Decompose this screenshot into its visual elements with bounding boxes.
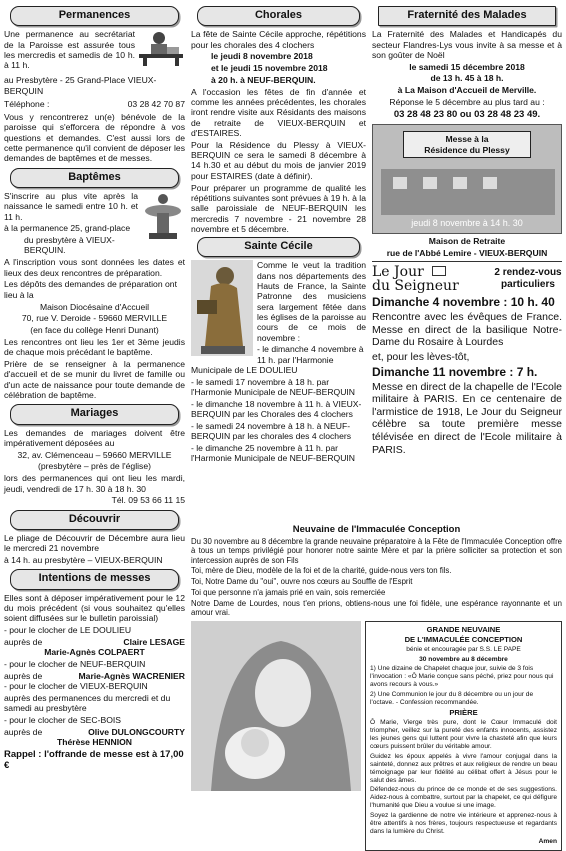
baptemes-text-5: Prière de se renseigner à la permanence d'accueil et de se munir du livret de famille ou d'un acte de naissance pour toute demande de célébration de baptême. bbox=[4, 359, 185, 400]
saint-cecilia-statue-icon bbox=[191, 260, 253, 356]
permanences-address: au Presbytère - 25 Grand-Place VIEUX-BERQUIN bbox=[4, 75, 157, 96]
box-sub-1: bénie et encouragée par S.S. LE PAPE bbox=[406, 646, 521, 654]
jour-text-1: Rencontre avec les évêques de France. Messe en direct de la basilique Notre-Dame du Rosaire à Lourdes bbox=[372, 311, 562, 349]
neuvaine-verse-3: Toi que personne n'a jamais prié en vain, sois remerciée bbox=[191, 588, 386, 598]
fraternite-date-3: à La Maison d'Accueil de Merville. bbox=[397, 85, 537, 96]
intentions-aupres-2: auprès de bbox=[4, 670, 43, 681]
box-title-1: GRANDE NEUVAINE bbox=[426, 624, 501, 634]
box-title-2: DE L'IMMACULÉE CONCEPTION bbox=[404, 635, 523, 645]
intentions-neuf-berquin-row bbox=[4, 671, 185, 681]
baptemes-intro bbox=[4, 191, 185, 256]
virgin-and-child-image bbox=[191, 621, 361, 791]
box-priere-4: Soyez la gardienne de notre vie intérieure et apprenez-nous à être attentifs à nos frères, toujours respectueuse et regardants dans la lumière du Christ. bbox=[370, 811, 557, 836]
box-priere-title: PRIÈRE bbox=[449, 708, 478, 718]
contact-marie-agnes-wacrenier: Marie-Agnès WACRENIER bbox=[78, 670, 185, 681]
decouvrir-heading: Découvrir bbox=[10, 510, 179, 530]
baptemes-text-1: S'inscrire au plus vite après la naissance le samedi entre 10 h. et 11 h. bbox=[4, 190, 138, 222]
fraternite-text-1: La Fraternité des Malades et Handicapés du secteur Flandres-Lys vous invite à sa messe et à son goûter de Noël bbox=[372, 29, 562, 60]
intentions-aupres-1: auprès de bbox=[4, 636, 43, 647]
photo-title-box bbox=[403, 131, 531, 158]
fraternite-phones: 03 28 48 23 80 ou 03 28 48 23 49. bbox=[393, 108, 541, 120]
sainte-cecile-item: - le samedi 17 novembre à 18 h. par l'Harmonie Municipale de NEUF-BERQUIN bbox=[191, 376, 356, 398]
contact-marie-agnes-colpaert: Marie-Agnès COLPAERT bbox=[44, 647, 145, 658]
mariages-phone: Tél. 09 53 66 11 15 bbox=[111, 495, 185, 506]
permanences-text-2: Vous y rencontrerez un(e) bénévole de la paroisse qui s'efforcera de répondre à vos questions et demandes. C'est aussi lors de cette permanence qu'il convient de déposer les demandes de baptêmes et de messes. bbox=[4, 112, 185, 164]
jour-date-2: Dimanche 11 novembre : 7 h. bbox=[372, 364, 538, 379]
intentions-vieux-berquin-detail: auprès des permanences du mercredi et du samedi au presbytère bbox=[4, 692, 171, 714]
sainte-cecile-heading: Sainte Cécile bbox=[197, 237, 360, 257]
box-priere-1: Ô Marie, Vierge très pure, dont le Cœur Immaculé doit triompher, veillez sur la pureté des enfants innocents, assistez les jeunes gens qui luttent pour vivre la chasteté afin que leurs cœurs puissent brûler du véritable amour. bbox=[370, 719, 557, 751]
speech-bubble-icon bbox=[432, 266, 446, 276]
jour-date-1: Dimanche 4 novembre : 10 h. 40 bbox=[372, 295, 555, 310]
neuvaine-verse-4: Notre Dame de Lourdes, nous t'en prions, obtiens-nous une foi fidèle, une espérance rayonnante et un amour vrai. bbox=[191, 598, 562, 618]
baptemes-text-3: Les dépôts des demandes de préparation ont lieu à la bbox=[4, 279, 177, 300]
sainte-cecile-item: - le dimanche 4 novembre à 11 h. par l'Harmonie Municipale de LE DOULIEU bbox=[191, 344, 364, 375]
baptemes-heading: Baptêmes bbox=[10, 168, 179, 188]
permanences-intro bbox=[4, 29, 185, 71]
chorales-date-1: le jeudi 8 novembre 2018 bbox=[211, 51, 313, 62]
permanences-heading: Permanences bbox=[10, 6, 179, 26]
chorales-text-1: La fête de Sainte Cécile approche, répétitions pour les chorales des 4 clochers bbox=[191, 29, 366, 50]
mariages-text-1: Les demandes de mariages doivent être impérativement déposées au bbox=[4, 427, 185, 448]
maison-retraite-title: Maison de Retraite bbox=[428, 236, 506, 247]
intentions-heading: Intentions de messes bbox=[10, 569, 179, 589]
sainte-cecile-item: - le dimanche 25 novembre à 11 h. par l'Harmonie Municipale de NEUF-BERQUIN bbox=[191, 443, 356, 464]
building-window bbox=[453, 177, 467, 189]
left-column bbox=[4, 4, 185, 796]
middle-column bbox=[191, 4, 366, 524]
fraternite-date-1: le samedi 15 décembre 2018 bbox=[409, 61, 525, 72]
chorales-date-2: et le jeudi 15 novembre 2018 bbox=[211, 63, 328, 74]
neuvaine-row bbox=[191, 621, 562, 851]
box-item-2: 2) Une Communion le jour du 8 décembre ou un jour de l'octave. - Confession recommandée. bbox=[370, 690, 534, 706]
logo-line-2: du Seigneur bbox=[372, 278, 459, 295]
phone-number: 03 28 42 70 87 bbox=[127, 98, 185, 109]
jour-text-3: Messe en direct de la chapelle de l'Ecole militaire à PARIS. En ce centenaire de l'armistice de 1918, Le Jour du Seigneur célèbre sa toute première messe télévisée en direct de l'Ecole militaire à PARIS. bbox=[372, 380, 562, 456]
sainte-cecile-item: - le dimanche 18 novembre à 11 h. à VIEUX-BERQUIN par les Chorales des 4 clochers bbox=[191, 398, 362, 420]
intentions-rappel: Rappel : l'offrande de messe est à 17,00 € bbox=[4, 748, 184, 772]
intentions-sec-bois: - pour le clocher de SEC-BOIS bbox=[4, 714, 122, 725]
building-window bbox=[423, 177, 437, 189]
intentions-le-doulieu-row bbox=[4, 637, 185, 647]
chorales-heading: Chorales bbox=[197, 6, 360, 26]
building-window bbox=[393, 177, 407, 189]
intentions-aupres-3: auprès de bbox=[4, 726, 43, 737]
phone-label: Téléphone : bbox=[4, 98, 50, 109]
contact-therese-hennion: Thérèse HENNION bbox=[57, 737, 132, 748]
fraternite-date-2: de 13 h. 45 à 18 h. bbox=[430, 73, 504, 84]
contact-olive-dulongcourty: Olive DULONGCOURTY bbox=[88, 726, 185, 737]
fraternite-heading: Fraternité des Malades bbox=[378, 6, 556, 26]
intentions-neuf-berquin: - pour le clocher de NEUF-BERQUIN bbox=[4, 658, 146, 669]
baptemes-addr-2: 70, rue V. Deroide - 59660 MERVILLE bbox=[21, 313, 168, 324]
photo-title-1: Messe à la bbox=[445, 134, 489, 145]
baptemes-text-4: Les rencontres ont lieu les 1er et 3ème jeudis de chaque mois précédant le baptême. bbox=[4, 336, 185, 358]
neuvaine-section bbox=[191, 524, 562, 845]
chorales-date-3: à 20 h. à NEUF-BERQUIN. bbox=[211, 74, 316, 85]
photo-caption: jeudi 8 novembre à 14 h. 30 bbox=[411, 218, 523, 229]
contact-claire-lesage: Claire LESAGE bbox=[123, 636, 185, 647]
intentions-vieux-berquin: - pour le clocher de VIEUX-BERQUIN bbox=[4, 681, 148, 691]
chorales-text-4: Pour préparer un programme de qualité les répétitions suivantes sont prévues à 19 h. à la salle paroissiale de NEUF-BERQUIN les mercredis 7 novembre - 21 novembre 28 novembre et 5 décembre. bbox=[191, 182, 366, 234]
divider bbox=[372, 261, 562, 262]
baptemes-text-2: A l'inscription vous sont données les dates et lieux des deux rencontres de préparation. bbox=[4, 257, 185, 278]
grande-neuvaine-box bbox=[365, 621, 562, 851]
rendez-vous-badge: 2 rendez-vous particuliers bbox=[494, 267, 562, 291]
logo-line-1: Le Jour bbox=[372, 264, 424, 281]
decouvrir-text-2: à 14 h. au presbytère – VIEUX-BERQUIN bbox=[4, 555, 163, 565]
chorales-text-3: Pour la Résidence du Plessy à VIEUX-BERQUIN ce sera le samedi 8 décembre à 14 h.30 et au début du mois de janvier 2019 pour ESTAIRES (date à définir). bbox=[191, 139, 366, 181]
box-sub-2: 30 novembre au 8 décembre bbox=[419, 655, 508, 663]
baptemes-line-1: à la permanence 25, grand-place bbox=[4, 223, 131, 234]
neuvaine-verse-1: Toi, mère de Dieu, modèle de la foi et de la charité, guide-nous vers ton fils. bbox=[191, 566, 452, 576]
box-priere-2: Guidez les époux appelés à vivre l'amour conjugal dans la sainteté, donnez aux prêtres et aux religieux de rendre un beau témoignage par leur fidélité au célibat offert à Jésus pour le salut des âmes. bbox=[370, 752, 557, 784]
permanences-text-1: Une permanence au secrétariat de la Paroisse est assurée tous les mercredis et samedis de 10 h. à 11 h. bbox=[4, 29, 135, 71]
intentions-text-1: Elles sont à déposer impérativement pour le 12 du mois précédent (si vous souhaitez qu'elles soient diffusées sur le bulletin paroissial) bbox=[4, 592, 185, 624]
jour-seigneur-logo bbox=[372, 265, 459, 293]
mariages-text-2: lors des permanences qui ont lieu les mardi, jeudi, vendredi de 17 h. 30 à 18 h. 30 bbox=[4, 473, 185, 494]
box-amen: Amen bbox=[538, 837, 557, 845]
mariages-addr-1: 32, av. Clémenceau – 59660 MERVILLE bbox=[17, 449, 172, 460]
secretary-desk-icon bbox=[137, 29, 185, 67]
neuvaine-verse-2: Toi, Notre Dame du "oui", ouvre nos cœurs au Souffle de l'Esprit bbox=[191, 577, 413, 587]
fraternite-text-2: Réponse le 5 décembre au plus tard au : bbox=[389, 97, 545, 108]
sainte-cecile-item: - le samedi 24 novembre à 18 h. à NEUF-BERQUIN par les chorales des 4 clochers bbox=[191, 421, 352, 442]
residence-plessy-photo bbox=[372, 124, 562, 234]
photo-title-2: Résidence du Plessy bbox=[424, 144, 510, 155]
maison-retraite-address: rue de l'Abbé Lemire - VIEUX-BERQUIN bbox=[386, 248, 548, 259]
building-window bbox=[483, 177, 497, 189]
intentions-sec-bois-row bbox=[4, 727, 185, 737]
sainte-cecile-text: Comme le veut la tradition dans nos départements des Hauts de France, la Sainte Patronne des musiciens sera largement fêtée dans les églises de la paroisse au cours de ce mois de novembre : bbox=[257, 260, 366, 343]
neuvaine-title: Neuvaine de l'Immaculée Conception bbox=[292, 524, 461, 535]
sainte-cecile-intro bbox=[191, 260, 366, 343]
intentions-le-doulieu: - pour le clocher de LE DOULIEU bbox=[4, 624, 132, 635]
decouvrir-text-1: Le pliage de Découvrir de Décembre aura lieu le mercredi 21 novembre bbox=[4, 532, 185, 554]
box-item-1: 1) Une dizaine de Chapelet chaque jour, suivie de 3 fois l'invocation : «Ô Marie conçue sans péché, priez pour nous qui avons recours à vous.» bbox=[370, 665, 554, 689]
neuvaine-intro: Du 30 novembre au 8 décembre la grande neuvaine préparatoire à la Fête de l'Immaculée Conception offre à tous un temps privilégié pour honorer notre sainte Mère et par la prière solliciter sa protection et son intercession auprès de son Fils bbox=[191, 536, 562, 565]
mariages-heading: Mariages bbox=[10, 404, 179, 424]
chorales-text-2: A l'occasion les fêtes de fin d'année et comme les années précédentes, les chorales iront rendre visite aux Résidants des maisons de retraite de VIEUX-BERQUIN et d'ESTAIRES. bbox=[191, 86, 366, 138]
baptism-font-icon bbox=[141, 191, 185, 243]
baptemes-line-2: du presbytère à VIEUX-BERQUIN. bbox=[24, 235, 115, 256]
baptemes-addr-1: Maison Diocésaine d'Accueil bbox=[39, 301, 150, 312]
jour-seigneur-header bbox=[372, 265, 562, 293]
mariages-addr-2: (presbytère – près de l'église) bbox=[38, 461, 151, 472]
permanences-phone-row bbox=[4, 99, 185, 109]
box-priere-3: Défendez-nous du prince de ce monde et de ses suggestions. Aidez-nous à combattre, surtout par la chapelet, ce qui défigure l'humanité que Dieu a voulue si une image. bbox=[370, 786, 557, 810]
jour-text-2: et, pour les lèves-tôt, bbox=[372, 350, 470, 363]
baptemes-addr-3: (en face du collège Henri Dunant) bbox=[30, 325, 159, 336]
building-shape bbox=[381, 169, 555, 215]
right-column bbox=[372, 4, 562, 522]
